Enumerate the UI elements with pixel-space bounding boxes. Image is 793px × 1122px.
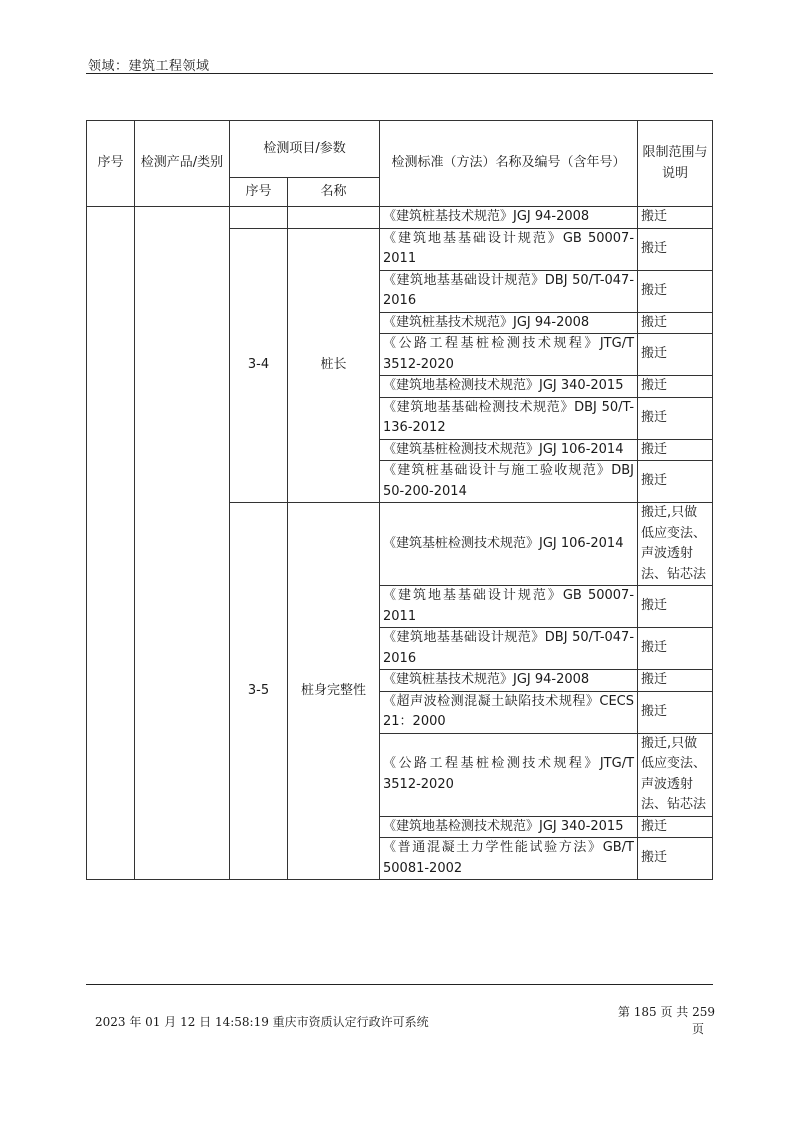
item-seq-cell: 3-5 <box>230 503 288 880</box>
header-row-top <box>87 121 713 178</box>
header-divider <box>86 73 713 74</box>
item-seq-cell <box>230 207 288 229</box>
limit-cell: 搬迁 <box>638 397 713 439</box>
standard-cell: 《建筑基桩检测技术规范》JGJ 106-2014 <box>380 439 638 461</box>
limit-cell: 搬迁 <box>638 461 713 503</box>
limit-cell: 搬迁 <box>638 270 713 312</box>
limit-cell: 搬迁 <box>638 816 713 838</box>
footer-page-line1: 第 185 页 共 259 <box>617 1005 715 1019</box>
item-name-cell: 桩身完整性 <box>288 503 380 880</box>
limit-cell: 搬迁 <box>638 586 713 628</box>
standard-cell: 《建筑地基基础设计规范》DBJ 50/T-047-2016 <box>380 270 638 312</box>
table-body <box>87 121 713 880</box>
limit-cell: 搬迁 <box>638 207 713 229</box>
footer-divider <box>86 984 713 985</box>
standard-cell: 《建筑地基基础设计规范》GB 50007-2011 <box>380 586 638 628</box>
standard-cell: 《建筑桩基技术规范》JGJ 94-2008 <box>380 312 638 334</box>
limit-cell: 搬迁 <box>638 228 713 270</box>
standard-cell: 《建筑桩基础设计与施工验收规范》DBJ 50-200-2014 <box>380 461 638 503</box>
qualification-table <box>86 120 713 880</box>
limit-cell: 搬迁,只做低应变法、声波透射法、钻芯法 <box>638 733 713 816</box>
standard-cell: 《建筑地基检测技术规范》JGJ 340-2015 <box>380 376 638 398</box>
row-product-cell <box>135 207 230 880</box>
limit-cell: 搬迁 <box>638 670 713 692</box>
limit-cell: 搬迁 <box>638 312 713 334</box>
header-standard: 检测标准（方法）名称及编号（含年号） <box>380 121 638 207</box>
table-row <box>87 207 713 229</box>
limit-cell: 搬迁 <box>638 334 713 376</box>
header-item-group: 检测项目/参数 <box>230 121 380 178</box>
footer-timestamp-system: 2023 年 01 月 12 日 14:58:19 重庆市资质认定行政许可系统 <box>95 1015 429 1029</box>
limit-cell: 搬迁 <box>638 376 713 398</box>
limit-cell: 搬迁 <box>638 628 713 670</box>
standard-cell: 《建筑桩基技术规范》JGJ 94-2008 <box>380 207 638 229</box>
limit-cell: 搬迁 <box>638 838 713 880</box>
page-header-domain: 领域：建筑工程领域 <box>88 59 210 74</box>
standard-cell: 《建筑地基基础设计规范》DBJ 50/T-047-2016 <box>380 628 638 670</box>
standard-cell: 《超声波检测混凝土缺陷技术规程》CECS 21：2000 <box>380 691 638 733</box>
item-seq-cell: 3-4 <box>230 228 288 503</box>
header-product: 检测产品/类别 <box>135 121 230 207</box>
row-seq-cell <box>87 207 135 880</box>
standard-cell: 《公路工程基桩检测技术规程》JTG/T 3512-2020 <box>380 733 638 816</box>
limit-cell: 搬迁 <box>638 691 713 733</box>
standard-cell: 《普通混凝土力学性能试验方法》GB/T 50081-2002 <box>380 838 638 880</box>
header-seq: 序号 <box>87 121 135 207</box>
header-item-seq: 序号 <box>230 178 288 207</box>
footer-page-number <box>595 1004 715 1038</box>
limit-cell: 搬迁,只做低应变法、声波透射法、钻芯法 <box>638 503 713 586</box>
header-item-name: 名称 <box>288 178 380 207</box>
standard-cell: 《建筑地基基础设计规范》GB 50007-2011 <box>380 228 638 270</box>
standard-cell: 《建筑基桩检测技术规范》JGJ 106-2014 <box>380 503 638 586</box>
standard-cell: 《建筑地基检测技术规范》JGJ 340-2015 <box>380 816 638 838</box>
footer-page-line2: 页 <box>692 1022 705 1036</box>
limit-cell: 搬迁 <box>638 439 713 461</box>
item-name-cell: 桩长 <box>288 228 380 503</box>
standard-cell: 《建筑桩基技术规范》JGJ 94-2008 <box>380 670 638 692</box>
item-name-cell <box>288 207 380 229</box>
header-limit: 限制范围与说明 <box>638 121 713 207</box>
standard-cell: 《建筑地基基础检测技术规范》DBJ 50/T-136-2012 <box>380 397 638 439</box>
standard-cell: 《公路工程基桩检测技术规程》JTG/T 3512-2020 <box>380 334 638 376</box>
